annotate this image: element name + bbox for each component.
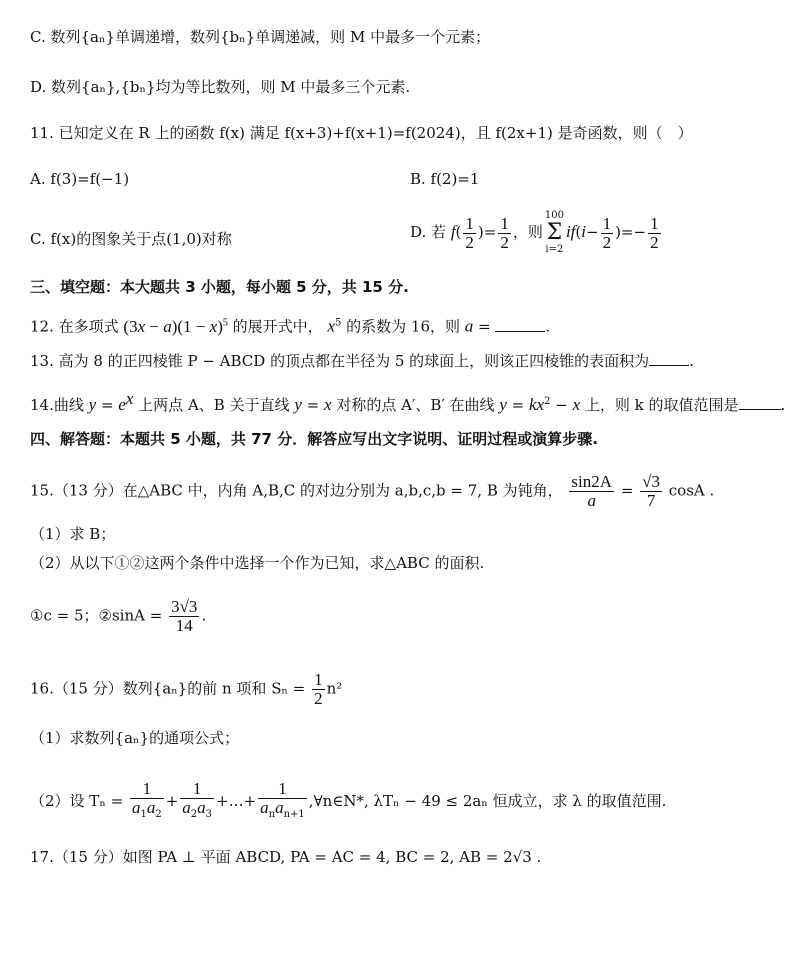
section-3-heading (30, 276, 409, 298)
q15-stem: 15.（13 分）在△ABC 中，内角 A,B,C 的对边分别为 a,b,c,b = 7, B 为钝角， $\frac{\sin 2A}{a}$ = $\frac{√3}{7}$ cosA . (30, 472, 715, 510)
q12: 12. 在多项式 $(3x - a)(1 - x)^5$ 的展开式中， $x^5$ 的系数为 16，则 a = . (30, 316, 551, 336)
sum-lower: i=2 (545, 244, 564, 255)
half-fraction-2: $\frac{1}{2}$ (500, 213, 509, 252)
q15-sub1 (30, 523, 115, 545)
q13-answer-blank[interactable] (649, 351, 689, 366)
q17-stem (30, 846, 541, 868)
q16-prefix: 16.（15 分）数列{aₙ}的前 n 项和 Sₙ = (30, 679, 306, 698)
half-fraction: $\frac{1}{2}$ (465, 213, 474, 252)
q13-text: 13. 高为 8 的正四棱锥 P − ABCD 的顶点都在半径为 5 的球面上，则该正四棱锥的表面积为 (30, 352, 650, 370)
q14: 14.曲线 $y = e^x$ 上两点 A、B 关于直线 y = x 对称的点 A′、B′ 在曲线 $y = kx^2 - x$ 上，则 k 的取值范围是 . (30, 389, 786, 414)
q16-term-1: $\frac{1}{a_1a_2}$ (131, 779, 162, 820)
q16-sub2: （2）设 Tₙ = $\frac{1}{a_1a_2}$ + $\frac{1}{a_2a_3}$ +…+ $\frac{1}{a_na_{n+1}}$ ,∀n∈N*, λTₙ − 49 ≤ 2aₙ 恒成立，求 λ 的取值范围. (30, 780, 666, 824)
q14-prefix: 14.曲线 (30, 396, 84, 414)
q16-sub2-post: ,∀n∈N*, λTₙ − 49 ≤ 2aₙ 恒成立，求 λ 的取值范围. (308, 792, 667, 810)
q13 (30, 350, 694, 372)
q12-prefix: 12. 在多项式 (30, 317, 119, 336)
q16-post: n² (326, 679, 343, 698)
q16-fraction: $\frac{1}{2}$ (314, 670, 323, 708)
q15-cond-post: . (201, 606, 207, 625)
q10-option-c-text: C. 数列{aₙ}单调递增，数列{bₙ}单调递减，则 M 中最多一个元素； (30, 28, 491, 46)
q16-sub1-text: （1）求数列{aₙ}的通项公式； (30, 729, 240, 747)
q10-option-c (30, 26, 490, 48)
half-fraction-4: $\frac{1}{2}$ (650, 213, 659, 252)
q14-c: 上，则 k 的取值范围是 (584, 396, 739, 414)
q15-fraction-2: $\frac{√3}{7}$ (642, 472, 660, 510)
q15-conditions (30, 598, 206, 635)
q16-stem (30, 671, 342, 708)
q16-term-n: $\frac{1}{a_na_{n+1}}$ (260, 779, 305, 820)
q10-option-d (30, 76, 410, 98)
q16-term-2: $\frac{1}{a_2a_3}$ (182, 779, 213, 820)
q11-stem-text: 11. 已知定义在 R 上的函数 f(x) 满足 f(x+3)+f(x+1)=f(2024)，且 f(2x+1) 是奇函数，则（ ） (30, 124, 693, 142)
q15-sub2 (30, 552, 484, 574)
q15-prefix: 15.（13 分）在△ABC 中，内角 A,B,C 的对边分别为 a,b,c,b = 7, B 为钝角， (30, 481, 563, 500)
q15-cond-fraction: $\frac{3√3}{14}$ (171, 597, 198, 635)
q11-option-d-f: f (450, 222, 456, 241)
q12-answer-blank[interactable] (495, 317, 545, 332)
q11-option-c-text: C. f(x)的图象关于点(1,0)对称 (30, 230, 232, 248)
q15-sub2-text: （2）从以下①②这两个条件中选择一个作为已知，求△ABC 的面积. (30, 554, 485, 572)
q12-mid2: 的系数为 16，则 (346, 317, 460, 336)
half-fraction-3: $\frac{1}{2}$ (602, 213, 612, 252)
q14-answer-blank[interactable] (739, 395, 781, 410)
q14-a: 上两点 A、B 关于直线 (138, 396, 290, 414)
q15-fraction-1: $\frac{\sin 2A}{a}$ (571, 472, 613, 510)
sum-sign: 100 Σ i=2 (544, 210, 564, 255)
section-3-text: 三、填空题：本大题共 3 小题，每小题 5 分，共 15 分. (30, 278, 409, 296)
q10-option-d-text: D. 数列{aₙ},{bₙ}均为等比数列，则 M 中最多三个元素. (30, 78, 411, 96)
q14-post: . (780, 396, 786, 414)
q12-post: . (545, 317, 551, 336)
q11-option-a (30, 168, 129, 190)
q11-option-b (410, 168, 479, 190)
section-4-heading (30, 428, 598, 450)
q11-option-b-text: B. f(2)=1 (410, 170, 480, 188)
q11-option-d-mid: ，则 (512, 223, 543, 241)
q11-option-a-text: A. f(3)=f(−1) (30, 170, 130, 188)
q15-sub1-text: （1）求 B； (30, 525, 116, 543)
q11-stem (30, 122, 693, 144)
q11-option-d-prefix: D. 若 (410, 223, 447, 241)
q11-option-d: D. 若 f( $\frac{1}{2}$ )= $\frac{1}{2}$ ，则100 Σ i=2if(i− $\frac{1}{2}$ )=− $\frac{1}{2}$ (410, 210, 659, 255)
q16-sub2-prefix: （2）设 Tₙ = (30, 792, 124, 810)
q13-post: . (689, 352, 694, 370)
q12-mid: 的展开式中， (232, 317, 323, 336)
q15-cond-prefix: ①c = 5；②sinA = (30, 606, 163, 625)
q16-sub1 (30, 727, 239, 749)
q15-post: cosA . (668, 481, 715, 500)
sum-upper: 100 (544, 210, 564, 221)
q11-option-c (30, 228, 232, 250)
section-4-text: 四、解答题：本题共 5 小题，共 77 分．解答应写出文字说明、证明过程或演算步骤. (30, 430, 598, 448)
q17-text: 17.（15 分）如图 PA ⊥ 平面 ABCD, PA = AC = 4, BC = 2, AB = 2√3 . (30, 848, 542, 866)
q14-b: 对称的点 A′、B′ 在曲线 (336, 396, 495, 414)
